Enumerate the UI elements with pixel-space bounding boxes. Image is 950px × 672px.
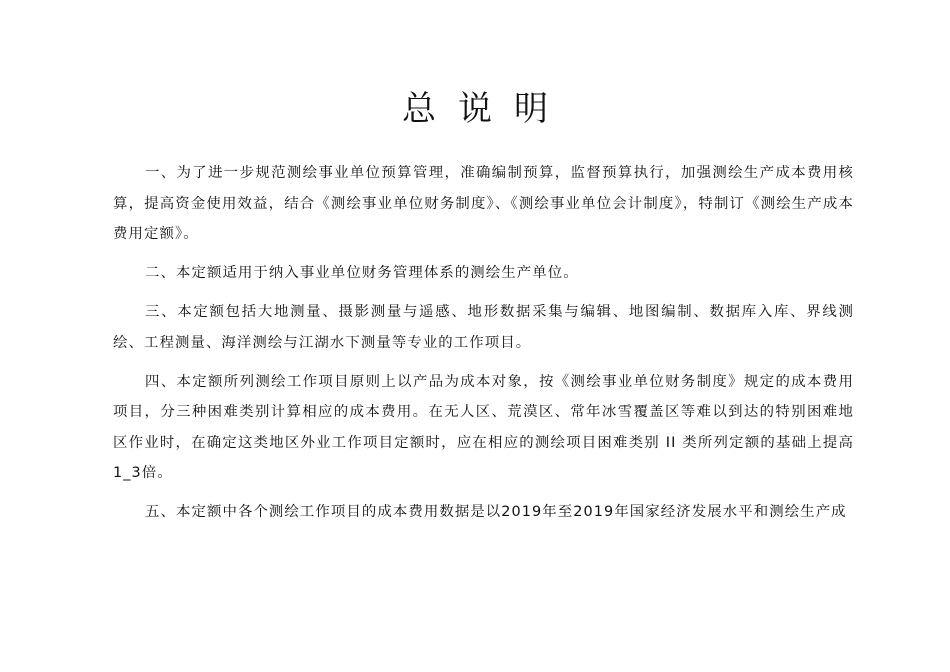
paragraph-2: 二、本定额适用于纳入事业单位财务管理体系的测绘生产单位。: [145, 265, 579, 281]
paragraph-1: 一、为了进一步规范测绘事业单位预算管理，准确编制预算，监督预算执行，加强测绘生产成本费用核算，提高资金使用效益，结合《测绘事业单位财务制度》、《测绘事业单位会计制度》，特制订《测绘生产成本费用定额》。: [113, 165, 854, 242]
paragraph-5: 五、本定额中各个测绘工作项目的成本费用数据是以2019年至2019年国家经济发展水平和测绘生产成: [145, 504, 847, 520]
paragraph-4: 四、本定额所列测绘工作项目原则上以产品为成本对象，按《测绘事业单位财务制度》规定的成本费用项目，分三种困难类别计算相应的成本费用。在无人区、荒漠区、常年冰雪覆盖区等难以到达的特别困难地区作业时，在确定这类地区外业工作项目定额时，应在相应的测绘项目困难类别 II 类所列定额的基础上提高1_3倍。: [113, 373, 854, 481]
document-body: [113, 158, 854, 528]
paragraph-3: 三、本定额包括大地测量、摄影测量与遥感、地形数据采集与编辑、地图编制、数据库入库、界线测绘、工程测量、海洋测绘与江湖水下测量等专业的工作项目。: [113, 304, 854, 351]
document-title: 总说明: [402, 89, 570, 129]
